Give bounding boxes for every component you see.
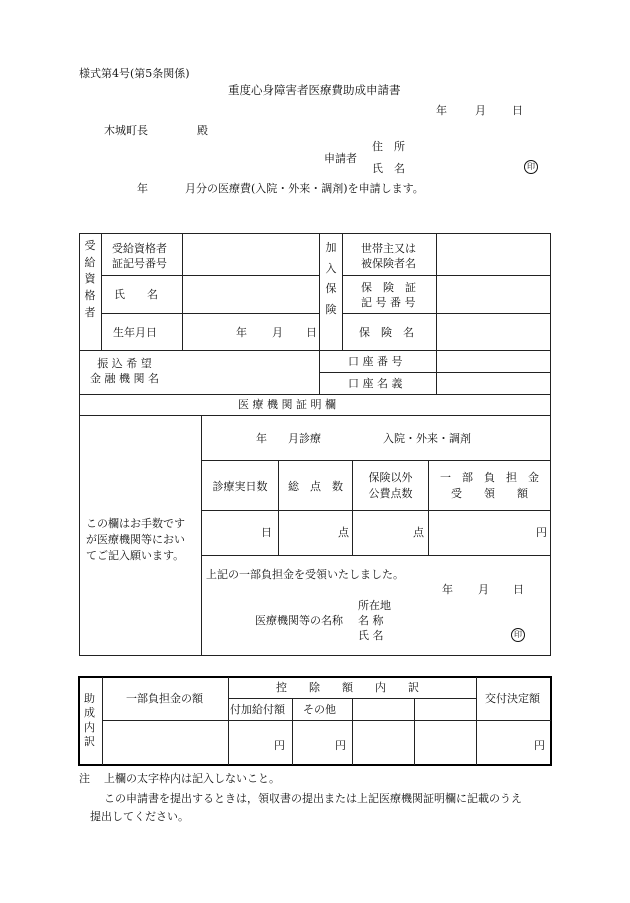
insurance-side-char: 加 [325,241,337,254]
recipient-side-label [83,238,97,321]
grant-decision-label: 交付決定額 [485,692,540,705]
date-year-label: 年 [436,104,447,117]
receipt-year-label: 年 [442,583,453,596]
institution-seal-mark: 印 [511,628,525,642]
birth-date-label: 生年月日 [113,326,157,339]
applicant-label: 申請者 [324,152,357,165]
householder-label: 世帯主又は 被保険者名 [361,242,416,271]
recipient-side-char: 者 [84,305,96,319]
addressee: 木城町長 [104,124,148,137]
recipient-side-char: 資 [84,272,96,286]
receipt-month-label: 月 [478,583,489,596]
request-sentence: 月分の医療費(入院・外来・調剤)を申請します。 [185,182,424,195]
insurance-side-char: 保 [325,282,337,296]
days-unit: 日 [261,526,272,539]
public-points-column-header: 保険以外 公費点数 [368,471,413,500]
care-type-label: 入院・外来・調剤 [383,432,471,445]
form-number: 様式第4号(第5条関係) [79,67,190,80]
other-yen-unit: 円 [335,739,346,752]
bank-name-field[interactable] [183,351,319,394]
recipient-side-char: 格 [84,288,96,302]
inst-name-label: 名 称 [358,614,384,627]
benefit-yen-unit: 円 [274,739,285,752]
page-title: 重度心身障害者医療費助成申請書 [228,83,401,97]
days-column-header: 診療実日数 [212,479,268,493]
recipient-side-char: 受 [84,239,96,252]
deduction-breakdown-label: 控 除 額 内 訳 [276,681,419,694]
institution-name-label: 医療機関等の名称 [255,614,343,627]
decision-yen-unit: 円 [534,739,545,752]
subsidy-side-label: 助 成 内 訳 [84,692,95,748]
householder-field[interactable] [437,234,550,275]
address-label: 住 所 [372,140,405,153]
copay-yen-unit: 円 [536,526,547,539]
request-year-label: 年 [137,182,148,195]
copay-column-header: 一 部 負 担 金 受 領 額 [440,471,539,500]
account-holder-field[interactable] [437,373,550,394]
insurance-cert-label: 保 険 証 記 号 番 号 [361,281,416,310]
medical-note: この欄はお手数です が医療機関等におい てご記入願います。 [86,517,185,562]
additional-benefit-label: 付加給付額 [230,703,285,716]
medical-section-title: 医 療 機 関 証 明 欄 [238,398,336,411]
public-points-unit: 点 [413,526,424,539]
insurance-side-label [324,238,338,321]
instruction-line-2: 提出してください。 [90,810,189,823]
insurer-name-label: 保 険 名 [359,326,414,339]
insurance-side-char: 入 [325,261,337,275]
copay-amount-label: 一部負担金の額 [126,692,203,705]
honorific: 殿 [197,124,208,137]
instruction-line-1: この申請書を提出するときは，領収書の提出または上記医療機関証明欄に記載のうえ [104,792,522,805]
note-prefix: 注 [79,772,90,785]
period-year-label: 年 [256,432,267,445]
rep-name-label: 氏 名 [358,629,384,642]
recipient-name-label: 氏 名 [114,288,158,301]
receipt-day-label: 日 [513,583,524,596]
seal-mark: 印 [524,160,538,174]
birth-day-label: 日 [306,326,317,339]
birth-year-label: 年 [236,326,247,339]
other-label: その他 [303,703,336,716]
cert-number-label: 受給資格者 証記号番号 [112,242,167,271]
account-number-label: 口 座 番 号 [348,355,403,368]
receipt-statement: 上記の一部負担金を受領いたしました。 [206,568,404,581]
account-number-field[interactable] [437,351,550,372]
points-column-header: 総 点 数 [288,479,343,493]
bank-label: 振 込 希 望 金 融 機 関 名 [90,357,159,386]
date-month-label: 月 [475,104,486,117]
applicant-name-label: 氏 名 [372,162,405,175]
insurer-name-field[interactable] [437,314,550,350]
cert-number-field[interactable] [183,234,319,275]
insurance-side-char: 険 [325,302,337,316]
account-holder-label: 口 座 名 義 [348,377,403,390]
recipient-side-char: 給 [84,255,96,269]
birth-month-label: 月 [272,326,283,339]
note-text: 上欄の太字枠内は記入しないこと。 [104,772,280,785]
insurance-cert-field[interactable] [437,276,550,313]
period-month-label: 月診療 [288,432,321,445]
date-day-label: 日 [512,104,523,117]
points-unit: 点 [338,526,349,539]
location-label: 所在地 [358,599,391,612]
recipient-name-field[interactable] [183,276,319,313]
